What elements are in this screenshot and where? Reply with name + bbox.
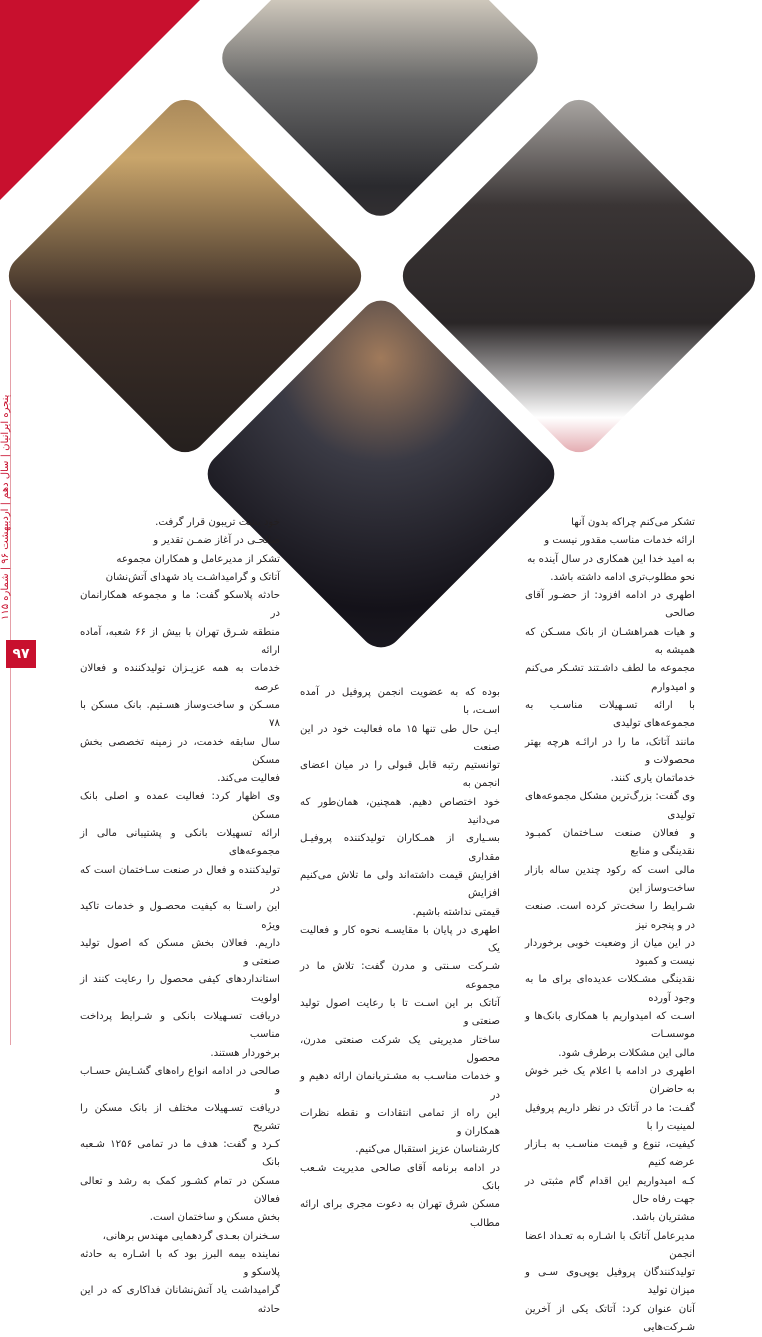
text-line: تولیدکنندگان پروفیل یوپی‌وی سـی و میزان تولید: [525, 1267, 695, 1297]
text-line: در این میان از وضعیت خوبی برخوردار نیست و کمبود: [525, 937, 695, 968]
text-line: منطقه شـرق تهران با بیش از ۶۶ شعبه، آماده ارائه: [80, 626, 280, 657]
text-line: اطهری در ادامه با اعلام یک خبر خوش به حاضران: [525, 1065, 695, 1096]
text-line: آتاتک و گرامیداشـت یاد شهدای آتش‌نشان: [105, 571, 280, 583]
text-line: خود پشت تریبون قرار گرفت.: [155, 517, 280, 528]
text-line: صالحـی در آغاز ضمـن تقدیر و: [153, 535, 280, 547]
text-line: شـرایط را سخت‌تر کرده است. صنعت در و پنجره نیز: [525, 901, 695, 931]
text-line: تشکر می‌کنم چراکه بدون آنها: [571, 517, 695, 528]
text-line: مسکن در تمام کشـور کمک به رشد و تعالی فعالان: [80, 1175, 280, 1205]
text-line: مالی است که رکود چندین ساله بازار ساخت‌وساز این: [525, 864, 695, 894]
text-line: به امید خدا این همکاری در سال آینده به: [527, 553, 695, 565]
text-line: و فعالان صنعت سـاختمان کمبـود نقدینگی و منابع: [525, 828, 695, 858]
text-line: با ارائه تسـهیلات مناسـب به مجموعه‌های تولیدی: [525, 699, 695, 730]
text-line: دریافت تسـهیلات مختلف از بانک مسکن را تشریح: [80, 1102, 280, 1132]
text-line: شـرکت سـنتی و مدرن گفت: تلاش ما در مجموعه: [300, 961, 500, 991]
text-line: استانداردهای کیفی محصول را رعایت کنند از اولویت: [80, 974, 280, 1004]
text-line: صالحی در ادامه انواع راه‌های گشـایش حسـاب و: [80, 1065, 280, 1096]
text-line: قیمتی نداشته باشیم.: [412, 906, 500, 918]
text-line: در ادامه برنامه آقای صالحی مدیریت شـعب بانک: [300, 1162, 500, 1193]
text-line: مجموعه ما لطف داشـتند تشـکر می‌کنم و امیدوارم: [525, 663, 695, 693]
text-line: بسـیاری از همـکاران تولیدکننده پروفیـل مقداری: [300, 833, 500, 863]
text-line: مالی این مشکلات برطرف شود.: [558, 1047, 695, 1059]
text-line: نحو مطلوب‌تری ادامه داشته باشد.: [550, 571, 695, 583]
text-line: کـه امیدواریم این اقدام گام مثبتی در جهت رفاه حال: [525, 1175, 695, 1205]
text-column-right: [525, 514, 695, 1337]
text-line: اطهری در ادامه افزود: از حضـور آقای صالحی: [525, 590, 695, 620]
text-line: گرامیداشت یاد آتش‌نشانان فداکاری که در این حادثه: [80, 1285, 280, 1315]
text-line: کـرد و گفت: هدف ما در تمامی ۱۲۵۶ شـعبه بانک: [80, 1139, 280, 1169]
page-number: ۹۷: [6, 640, 36, 668]
text-line: و هیات همراهشـان از بانک مسـکن که همیشه به: [525, 626, 695, 657]
text-line: ارائه خدمات مناسب مقدور نیست و: [544, 535, 695, 547]
text-line: این راه از تمامی انتقادات و نقطه نظرات همکاران و: [300, 1107, 500, 1138]
text-line: نقدینگی مشـکلات عدیده‌ای برای ما به وجود آورده: [525, 974, 695, 1004]
text-line: توانستیم رتبه قابل قبولی را در میان اعضای انجمن به: [300, 760, 500, 790]
text-line: سال سابقه خدمت، در زمینه تخصصی بخش مسکن: [80, 736, 280, 766]
text-line: تشکر از مدیرعامل و همکاران مجموعه: [116, 553, 280, 565]
text-line: وی گفت: بزرگ‌ترین مشکل مجموعه‌های تولیدی: [525, 791, 695, 821]
issue-side-label: پنجره ایرانیان | سال دهم | اردیبهشت ۹۶ | شماره ۱۱۵: [0, 394, 11, 620]
text-line: حادثه پلاسکو گفت: ما و مجموعه همکارانمان در: [80, 590, 280, 620]
text-line: بخش مسکن و ساختمان است.: [149, 1212, 280, 1224]
text-column-middle: [300, 684, 500, 1233]
text-line: ایـن حال طی تنها ۱۵ ماه فعالیت خود در این صنعت: [300, 723, 500, 753]
text-line: کیفیت، تنوع و قیمت مناسـب به بـازار عرضه کنیم: [525, 1139, 695, 1169]
text-line: این راسـتا به کیفیت محصـول و خدمات تاکید ویژه: [80, 901, 280, 931]
text-line: گفـت: ما در آتاتک در نظر داریم پروفیل لمینیت را با: [525, 1102, 695, 1132]
text-line: آنان عنوان کرد: آتاتک یکی از آخرین شـرکت‌هایی: [525, 1303, 695, 1334]
text-line: برخوردار هستند.: [210, 1047, 280, 1059]
text-column-left: [80, 514, 280, 1319]
text-line: وی اظهار کرد: فعالیت عمده و اصلی بانک مسکن: [80, 791, 280, 821]
text-line: مانند آتاتک، ما را در ارائـه هرچه بهتر محصولات و: [525, 736, 695, 766]
text-line: خدماتمان یاری کنند.: [610, 773, 695, 785]
text-line: داریم. فعالان بخش مسکن که اصول تولید صنعتی و: [80, 937, 280, 968]
text-line: مسکن شرق تهران به دعوت مجری برای ارائه مطالب: [300, 1199, 500, 1229]
text-line: کارشناسان عزیز استقبال می‌کنیم.: [355, 1144, 500, 1156]
text-line: مدیرعامل آتاتک با اشـاره به تعـداد اعضا انجمن: [525, 1230, 695, 1260]
text-line: اسـت که امیدواریم با همکاری بانک‌ها و موسسـات: [525, 1011, 695, 1041]
text-line: و خدمات مناسـب به مشـتریانمان ارائه دهیم و در: [300, 1071, 500, 1101]
text-line: آتاتک بر این اسـت تا با رعایت اصول تولید صنعتی و: [300, 998, 500, 1028]
text-line: سـخنران بعـدی گردهمایی مهندس برهانی،: [102, 1230, 280, 1242]
text-line: مشتریان باشد.: [632, 1212, 695, 1224]
text-line: خود اختصاص دهیم. همچنین، همان‌طور که می‌دانید: [300, 796, 500, 827]
text-line: نماینده بیمه البرز بود که با اشـاره به حادثه پلاسکو و: [80, 1248, 280, 1279]
text-line: ساختار مدیریتی یک شرکت صنعتی مدرن، محصول: [300, 1034, 500, 1064]
text-line: دریافت تسـهیلات بانکی و شـرایط پرداخت مناسب: [80, 1011, 280, 1041]
text-line: افزایش قیمت داشته‌اند ولی ما تلاش می‌کنیم افزایش: [300, 869, 500, 900]
text-line: ارائه تسهیلات بانکی و پشتیبانی مالی از مجموعه‌های: [80, 828, 280, 858]
text-line: بوده که به عضویت انجمن پروفیل در آمده اسـت، با: [300, 687, 500, 717]
text-line: تولیدکننده و فعال در صنعت سـاختمان است که در: [80, 864, 280, 894]
text-line: فعالیت می‌کند.: [217, 773, 280, 785]
text-line: مسـکن و ساخت‌وساز هسـتیم. بانک مسکن با ۷۸: [80, 699, 280, 730]
text-line: اطهری در پایان با مقایسـه نحوه کار و فعالیت یک: [300, 924, 500, 955]
text-line: خدمات به همه عزیـزان تولیدکننده و فعالان عرصه: [80, 663, 280, 693]
